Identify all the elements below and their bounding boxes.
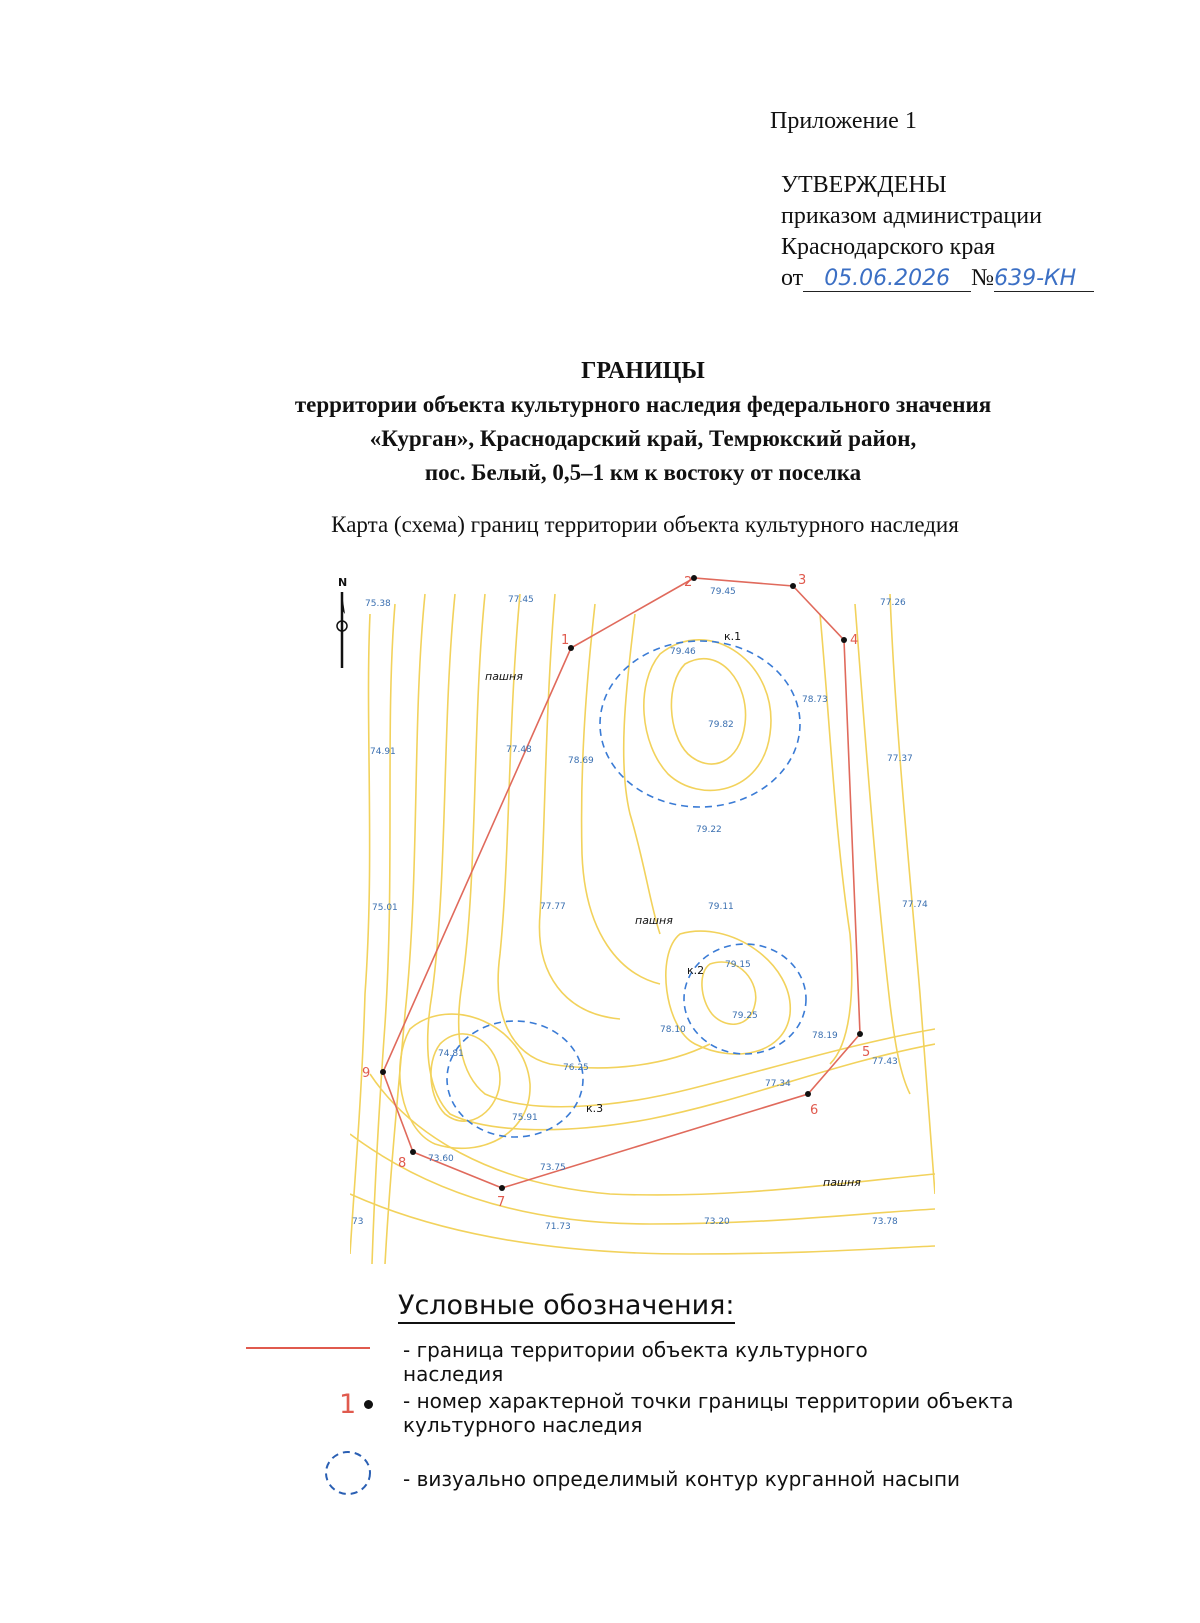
map-caption: Карта (схема) границ территории объекта культурного наследия — [331, 512, 959, 537]
point-number: 6 — [810, 1103, 819, 1118]
legend-boundary-symbol — [246, 1347, 370, 1349]
mound-label: к.3 — [586, 1102, 604, 1115]
point-number: 5 — [862, 1045, 871, 1060]
spot-height: 77.37 — [887, 754, 913, 764]
handwritten-number: 639-КН — [994, 266, 1077, 291]
spot-height: 79.22 — [696, 825, 722, 835]
boundary-point-dot — [841, 637, 847, 643]
north-arrow-icon — [332, 574, 358, 672]
spot-height: 78.19 — [812, 1031, 838, 1041]
boundary-point-dot — [410, 1149, 416, 1155]
number-prefix: № — [971, 265, 995, 291]
title-line-1: ГРАНИЦЫ — [581, 358, 705, 384]
land-use-label: пашня — [635, 914, 673, 927]
spot-height: 79.45 — [710, 587, 736, 597]
spot-height: 74.91 — [370, 747, 396, 757]
legend-point-number: 1 — [339, 1389, 357, 1420]
spot-height: 77.48 — [506, 745, 532, 755]
boundary-point-dot — [857, 1031, 863, 1037]
territory-boundary — [383, 578, 860, 1188]
legend-mound-contour-icon — [320, 1448, 376, 1498]
spot-height: 78.69 — [568, 756, 594, 766]
spot-height: 77.45 — [508, 595, 534, 605]
spot-height: 75.01 — [372, 903, 398, 913]
spot-height: 71.73 — [545, 1222, 571, 1232]
boundary-map — [350, 574, 935, 1264]
date-prefix: от — [781, 265, 804, 291]
spot-height: 79.82 — [708, 720, 734, 730]
spot-height: 79.46 — [670, 647, 696, 657]
spot-height: 73.75 — [540, 1163, 566, 1173]
legend-title: Условные обозначения: — [398, 1290, 735, 1324]
point-number: 2 — [684, 575, 693, 590]
point-number: 3 — [798, 574, 807, 588]
boundary-point-dot — [805, 1091, 811, 1097]
spot-height: 77.26 — [880, 598, 906, 608]
spot-heights — [352, 587, 928, 1232]
spot-height: 79.15 — [725, 960, 751, 970]
boundary-point-dot — [499, 1185, 505, 1191]
legend-point-text: - номер характерной точки границы территории объекта культурного наследия — [403, 1389, 1014, 1437]
approval-block — [781, 170, 1094, 294]
spot-height: 79.25 — [732, 1011, 758, 1021]
approved-heading: УТВЕРЖДЕНЫ — [781, 172, 947, 198]
point-number: 7 — [497, 1195, 506, 1210]
land-use-labels — [485, 670, 861, 1189]
land-use-label: пашня — [485, 670, 523, 683]
boundary-point-dot — [790, 583, 796, 589]
point-number: 9 — [362, 1066, 371, 1081]
spot-height: 78.10 — [660, 1025, 686, 1035]
boundary-point-numbers — [362, 574, 870, 1210]
spot-height: 76.25 — [563, 1063, 589, 1073]
legend-mound-text: - визуально определимый контур курганной насыпи — [403, 1467, 961, 1491]
spot-height: 75.38 — [365, 599, 391, 609]
spot-height: 73 — [352, 1217, 364, 1227]
mound-1-contour — [600, 641, 800, 807]
document-title — [0, 354, 1200, 490]
point-number: 8 — [398, 1156, 407, 1171]
boundary-point-dot — [380, 1069, 386, 1075]
spot-height: 77.43 — [872, 1057, 898, 1067]
order-line-1: приказом администрации — [781, 203, 1042, 229]
spot-height: 73.20 — [704, 1217, 730, 1227]
spot-height: 73.60 — [428, 1154, 454, 1164]
handwritten-date: 05.06.2026 — [824, 266, 951, 291]
order-line-2: Краснодарского края — [781, 234, 996, 260]
mound-labels — [586, 630, 741, 1115]
spot-height: 77.34 — [765, 1079, 791, 1089]
spot-height: 75.91 — [512, 1113, 538, 1123]
mound-contours — [447, 641, 806, 1137]
title-line-2: территории объекта культурного наследия федерального значения — [294, 392, 992, 417]
title-line-3: «Курган», Краснодарский край, Темрюкский район, — [369, 426, 917, 451]
legend-point-dot-icon — [364, 1400, 373, 1409]
appendix-label: Приложение 1 — [770, 108, 917, 134]
mound-label: к.1 — [724, 630, 742, 643]
spot-height: 79.11 — [708, 902, 734, 912]
mound-label: к.2 — [687, 964, 705, 977]
spot-height: 78.73 — [802, 695, 828, 705]
spot-height: 77.74 — [902, 900, 928, 910]
legend-boundary-text: - граница территории объекта культурного наследия — [403, 1338, 868, 1386]
spot-height: 74.81 — [438, 1049, 464, 1059]
spot-height: 73.78 — [872, 1217, 898, 1227]
north-label: N — [338, 576, 348, 589]
land-use-label: пашня — [823, 1176, 861, 1189]
order-date-line — [781, 263, 1094, 294]
point-number: 1 — [561, 633, 570, 648]
title-line-4: пос. Белый, 0,5–1 км к востоку от поселка — [424, 460, 862, 485]
point-number: 4 — [850, 633, 859, 648]
spot-height: 77.77 — [540, 902, 566, 912]
